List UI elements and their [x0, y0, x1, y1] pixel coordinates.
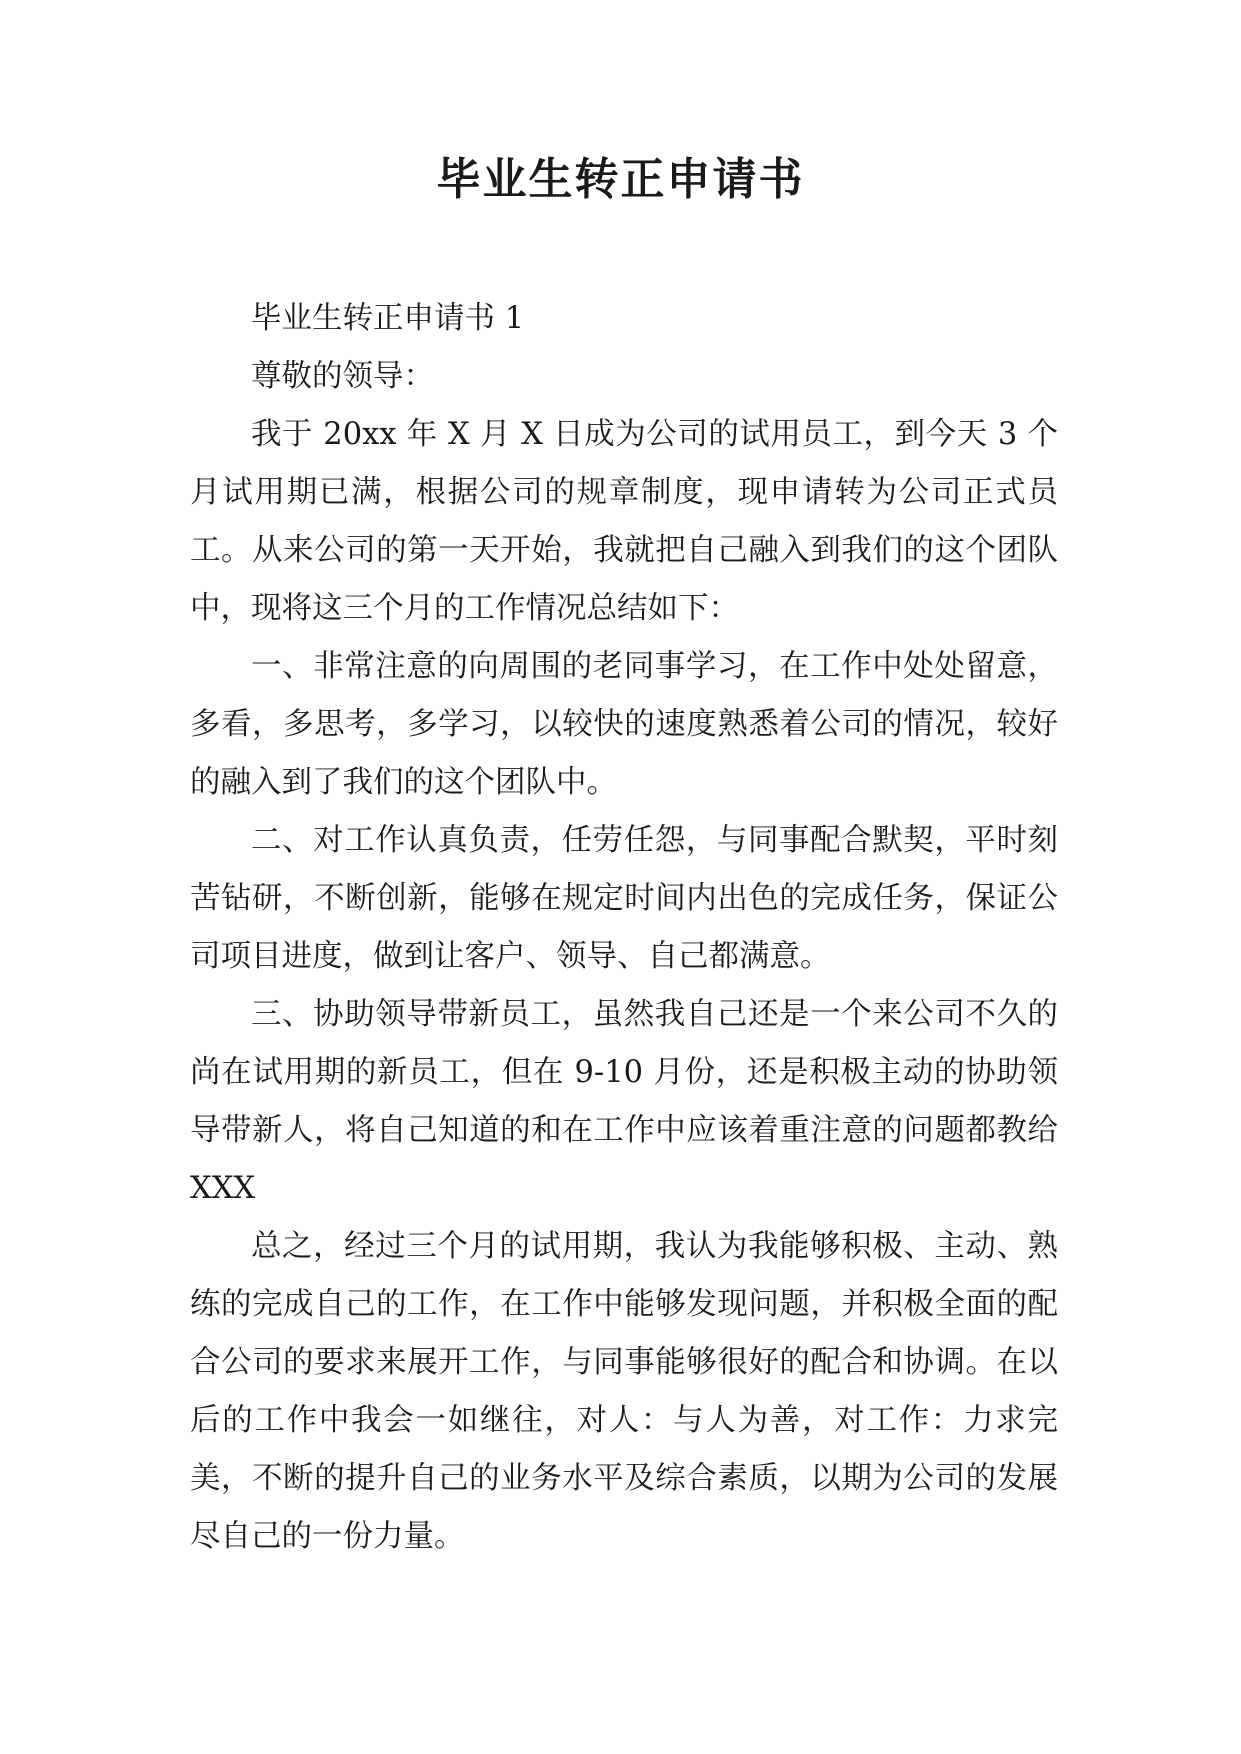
point-two-paragraph: 二、对工作认真负责，任劳任怨，与同事配合默契，平时刻苦钻研，不断创新，能够在规定时间内出色的完成任务，保证公司项目进度，做到让客户、领导、自己都满意。 [190, 823, 1058, 974]
conclusion-paragraph: 总之，经过三个月的试用期，我认为我能够积极、主动、熟练的完成自己的工作，在工作中能够发现问题，并积极全面的配合公司的要求来展开工作，与同事能够很好的配合和协调。在以后的工作中我会一如继往，对人：与人为善，对工作：力求完美，不断的提升自己的业务水平及综合素质，以期为公司的发展尽自己的一份力量。 [190, 1229, 1058, 1554]
document-body [190, 290, 1058, 1566]
point-three-paragraph: 三、协助领导带新员工，虽然我自己还是一个来公司不久的尚在试用期的新员工，但在 9-10 月份，还是积极主动的协助领导带新人，将自己知道的和在工作中应该着重注意的问题都教给 XXX [190, 997, 1058, 1206]
document-title: 毕业生转正申请书 [436, 154, 805, 205]
salutation-paragraph: 尊敬的领导： [251, 359, 434, 394]
subtitle-paragraph: 毕业生转正申请书 1 [251, 301, 525, 336]
intro-paragraph: 我于 20xx 年 X 月 X 日成为公司的试用员工，到今天 3 个月试用期已满，根据公司的规章制度，现申请转为公司正式员工。从来公司的第一天开始，我就把自己融入到我们的这个团队中，现将这三个月的工作情况总结如下： [190, 417, 1058, 626]
point-one-paragraph: 一、非常注意的向周围的老同事学习，在工作中处处留意，多看，多思考，多学习，以较快的速度熟悉着公司的情况，较好的融入到了我们的这个团队中。 [190, 649, 1058, 800]
